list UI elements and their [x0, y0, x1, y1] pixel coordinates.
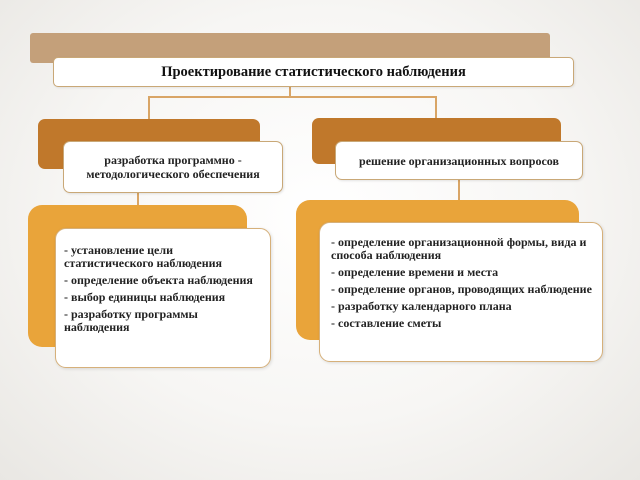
list-item: - определение органов, проводящих наблюдение	[331, 282, 592, 296]
list-item: - установление цели статистического наблюдения	[64, 243, 223, 270]
right-branch-heading: решение организационных вопросов	[335, 141, 583, 180]
connector-right-lower	[458, 180, 460, 201]
list-item: - разработку календарного плана	[331, 299, 512, 313]
list-item: - определение времени и места	[331, 265, 499, 279]
diagram-title: Проектирование статистического наблюдения	[53, 57, 574, 87]
right-branch-list	[319, 222, 603, 362]
list-item: - выбор единицы наблюдения	[64, 290, 226, 304]
connector-right-drop	[435, 96, 437, 119]
list-item: - разработку программы наблюдения	[64, 307, 198, 334]
list-item: - определение организационной формы, вида и способа наблюдения	[331, 235, 587, 262]
list-item: - определение объекта наблюдения	[64, 273, 253, 287]
list-item: - составление сметы	[331, 316, 442, 330]
connector-left-drop	[148, 96, 150, 120]
left-branch-list	[55, 228, 271, 368]
left-branch-heading: разработка программно - методологического обеспечения	[63, 141, 283, 193]
connector-horizontal	[148, 96, 436, 98]
